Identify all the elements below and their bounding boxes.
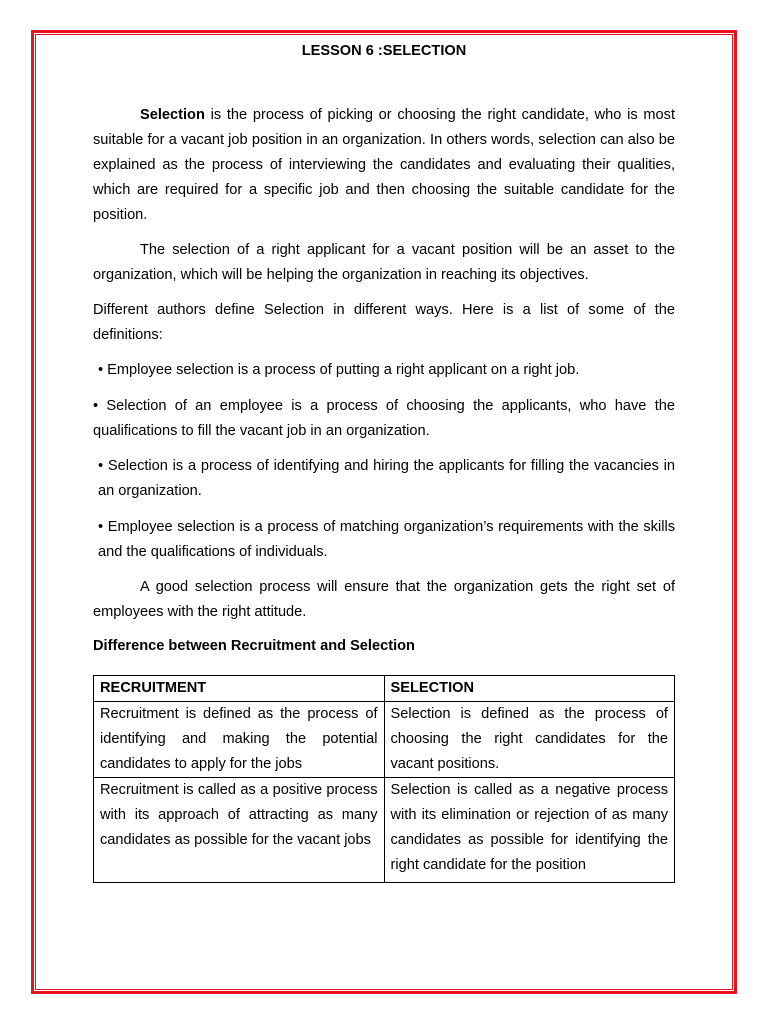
header-recruitment: RECRUITMENT [94, 676, 385, 702]
table-cell: Selection is defined as the process of choosing the right candidates for the vacant positions. [384, 702, 675, 778]
table-row [94, 702, 675, 778]
paragraph-definitions-intro: Different authors define Selection in different ways. Here is a list of some of the definitions: [93, 302, 675, 343]
intro-paragraph [93, 103, 675, 228]
table-cell: Recruitment is defined as the process of identifying and making the potential candidates to apply for the jobs [94, 702, 385, 778]
paragraph-good-selection: A good selection process will ensure that the organization gets the right set of employees with the right attitude. [93, 579, 675, 620]
bullet-item: • Selection of an employee is a process of choosing the applicants, who have the qualifications to fill the vacant job in an organization. [93, 398, 675, 439]
bullet-item: • Selection is a process of identifying and hiring the applicants for filling the vacancies in an organization. [98, 458, 675, 499]
paragraph-asset: The selection of a right applicant for a vacant position will be an asset to the organization, which will be helping the organization in reaching its objectives. [93, 242, 675, 283]
table-row [94, 778, 675, 883]
header-selection: SELECTION [384, 676, 675, 702]
bullet-item: • Employee selection is a process of putting a right applicant on a right job. [98, 362, 580, 378]
page-title: LESSON 6 :SELECTION [301, 43, 467, 59]
intro-text: is the process of picking or choosing the right candidate, who is most suitable for a vacant job position in an organization. In others words, selection can also be explained as the process of interviewing the candidates and evaluating their qualities, which are required for a specific job and then choosing the suitable candidate for the position. [93, 107, 675, 223]
intro-lead-term: Selection [140, 107, 205, 123]
bullet-item: • Employee selection is a process of matching organization’s requirements with the skills and the qualifications of individuals. [98, 519, 675, 560]
table-cell: Selection is called as a negative process with its elimination or rejection of as many candidates as possible for identifying the right candidate for the position [384, 778, 675, 883]
table-header-row [94, 676, 675, 702]
table-heading: Difference between Recruitment and Selection [93, 638, 415, 654]
table-cell: Recruitment is called as a positive process with its approach of attracting as many candidates as possible for the vacant jobs [94, 778, 385, 883]
document-page [93, 40, 675, 883]
comparison-table [93, 675, 675, 883]
